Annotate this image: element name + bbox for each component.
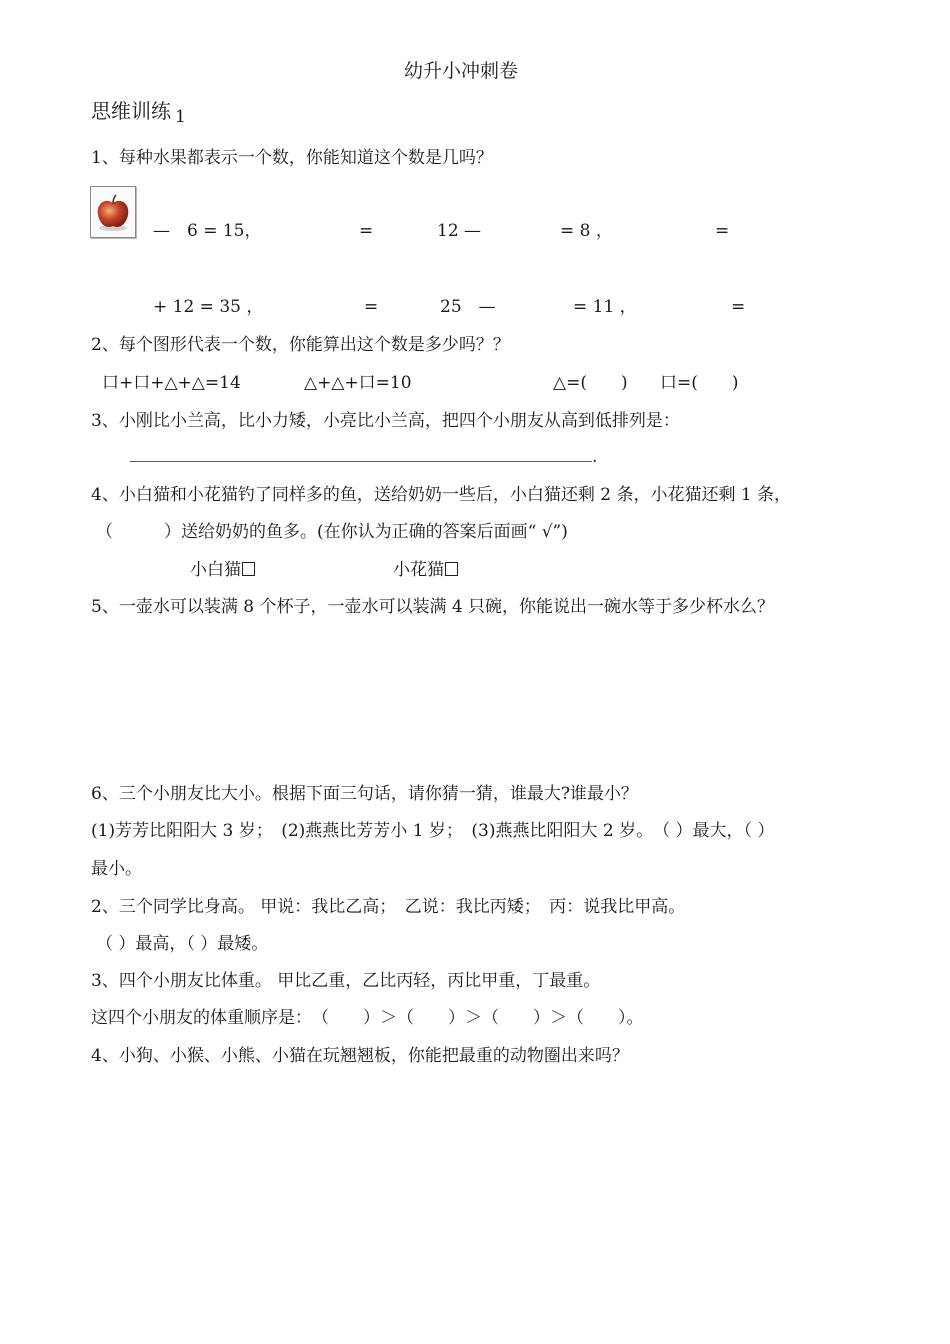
question-6-line-2: (1)芳芳比阳阳大 3 岁； (2)燕燕比芳芳小 1 岁； (3)燕燕比阳阳大 2 岁。 （ ）最大，（ ） [91,821,775,841]
q2-equation-1: 口+口+△+△=14 [102,373,241,393]
apple-picture [90,186,136,238]
q1-row2-a: + 12 = 35 ， [153,297,264,317]
q1-row1-b: = [359,221,374,241]
q2-equation-2: △+△+口=10 [304,373,412,393]
question-7-answer: （ ）最高，（ ）最矮。 [96,934,269,954]
question-3: 3、小刚比小兰高，比小力矮，小亮比小兰高，把四个小朋友从高到低排列是： [91,411,680,431]
question-6-line-3: 最小。 [91,859,142,879]
q4-checkbox-flower-cat[interactable] [445,562,458,576]
q1-row1-d: = 8 ， [560,221,613,241]
q4-option-flower-cat [393,559,458,581]
q3-answer-line [130,461,592,462]
question-1: 1、每种水果都表示一个数，你能知道这个数是几吗？ [91,148,493,168]
q1-row2-d: = 11 ， [573,297,637,317]
section-number: 1 [175,107,186,127]
section-heading [91,99,186,127]
question-6: 6、三个小朋友比大小。根据下面三句话，请你猜一猜，谁最大?谁最小？ [91,784,638,804]
question-4-line-1: 4、小白猫和小花猫钓了同样多的鱼，送给奶奶一些后，小白猫还剩 2 条，小花猫还剩 1 条， [91,485,792,505]
q1-row1-e: = [715,221,730,241]
q1-row2-c: 25 — [440,297,496,317]
q1-row1-c: 12 — [437,221,482,241]
q3-line-end: . [592,447,598,467]
q1-row1-a: — 6 = 15， [153,221,262,241]
apple-icon [94,191,132,233]
question-2: 2、每个图形代表一个数，你能算出这个数是多少吗？？ [91,335,510,355]
q1-row2-b: = [364,297,379,317]
page-title: 幼升小冲刺卷 [404,60,519,82]
question-8-answer: 这四个小朋友的体重顺序是： （ ）＞（ ）＞（ ）＞（ ）。 [91,1008,644,1028]
q2-answer-triangle: △=( ) [553,373,628,393]
section-name: 思维训练 [91,99,171,123]
question-9: 4、小狗、小猴、小熊、小猫在玩翘翘板，你能把最重的动物圈出来吗？ [91,1046,629,1066]
q4-option-white-cat-label: 小白猫 [190,560,241,580]
q1-row2-e: = [731,297,746,317]
q2-answer-square: 口=( ) [660,373,739,393]
q4-checkbox-white-cat[interactable] [242,562,255,576]
question-8: 3、四个小朋友比体重。 甲比乙重，乙比丙轻，丙比甲重，丁最重。 [91,971,601,991]
question-4-line-2: （ ）送给奶奶的鱼多。(在你认为正确的答案后面画“ √”) [96,522,568,542]
question-5: 5、一壶水可以装满 8 个杯子，一壶水可以装满 4 只碗，你能说出一碗水等于多少杯水么？ [91,597,775,617]
q4-option-flower-cat-label: 小花猫 [393,560,444,580]
q4-option-white-cat [190,559,255,581]
question-7: 2、三个同学比身高。 甲说：我比乙高； 乙说：我比丙矮； 丙：说我比甲高。 [91,897,686,917]
